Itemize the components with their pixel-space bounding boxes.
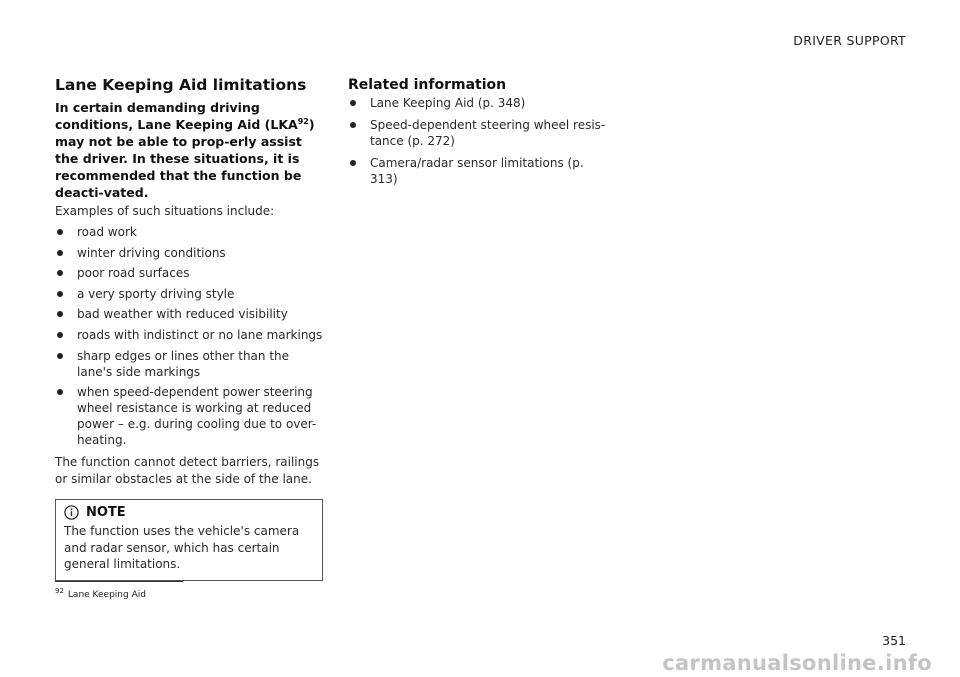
examples-lead: Examples of such situations include: xyxy=(55,204,275,218)
bullet-icon xyxy=(57,332,63,338)
bullet-icon xyxy=(57,270,63,276)
bullet-icon xyxy=(350,122,356,128)
note-label: NOTE xyxy=(86,505,126,521)
list-item-text: poor road surfaces xyxy=(77,266,190,281)
list-item xyxy=(55,306,323,322)
footnote-text: Lane Keeping Aid xyxy=(67,590,146,600)
list-item-text: winter driving conditions xyxy=(77,245,226,260)
footnote-ref: 92 xyxy=(297,116,309,126)
bullet-icon xyxy=(57,311,63,317)
related-link-text[interactable]: Speed-dependent steering wheel resis-tance (p. 272) xyxy=(370,118,606,148)
related-list xyxy=(348,95,613,187)
list-item-text: a very sporty driving style xyxy=(77,286,235,301)
note-text: The function uses the vehicle's camera and radar sensor, which has certain general limitations. xyxy=(64,524,300,572)
related-link[interactable] xyxy=(348,155,613,187)
bullet-icon xyxy=(57,250,63,256)
note-box xyxy=(55,499,323,581)
intro-text-end: ) may not be able to prop-erly assist the driver. In these situations, it is recommended that the function be deacti-vated. xyxy=(55,117,315,200)
examples-list xyxy=(55,224,323,448)
section-header: DRIVER SUPPORT xyxy=(793,33,906,48)
bullet-icon xyxy=(57,353,63,359)
list-item-text: when speed-dependent power steering wheel resistance is working at reduced power – e.g. during cooling due to over-heating. xyxy=(77,385,317,448)
list-item-text: sharp edges or lines other than the lane's side markings xyxy=(77,348,290,379)
related-column xyxy=(348,76,613,187)
related-link-text[interactable]: Lane Keeping Aid (p. 348) xyxy=(370,96,526,110)
section-title: Lane Keeping Aid limitations xyxy=(55,76,307,94)
footnote xyxy=(55,587,146,600)
list-item xyxy=(55,245,323,261)
footnote-divider xyxy=(55,581,183,582)
list-item xyxy=(55,384,323,448)
bullet-icon xyxy=(57,291,63,297)
related-link-text[interactable]: Camera/radar sensor limitations (p. 313) xyxy=(370,156,584,186)
note-header xyxy=(64,505,314,520)
watermark: carmanualsonline.info xyxy=(662,651,932,675)
list-item xyxy=(55,224,323,240)
related-title: Related information xyxy=(348,77,507,93)
list-item xyxy=(55,265,323,281)
intro-paragraph xyxy=(55,99,323,201)
limitations-column xyxy=(55,76,323,581)
bullet-icon xyxy=(57,229,63,235)
list-item-text: bad weather with reduced visibility xyxy=(77,307,288,322)
list-item xyxy=(55,348,323,380)
bullet-icon xyxy=(57,389,63,395)
bullet-icon xyxy=(350,160,356,166)
related-link[interactable] xyxy=(348,95,613,111)
info-icon xyxy=(64,505,79,520)
page-number: 351 xyxy=(882,633,906,648)
related-link[interactable] xyxy=(348,117,613,149)
list-item-text: road work xyxy=(77,225,137,240)
bullet-icon xyxy=(350,100,356,106)
footnote-number: 92 xyxy=(55,587,64,595)
list-item xyxy=(55,286,323,302)
intro-text-start: In certain demanding driving conditions, Lane Keeping Aid (LKA xyxy=(55,100,298,132)
closing-paragraph: The function cannot detect barriers, railings or similar obstacles at the side of the lane. xyxy=(55,455,320,486)
list-item-text: roads with indistinct or no lane markings xyxy=(77,328,323,343)
list-item xyxy=(55,327,323,343)
